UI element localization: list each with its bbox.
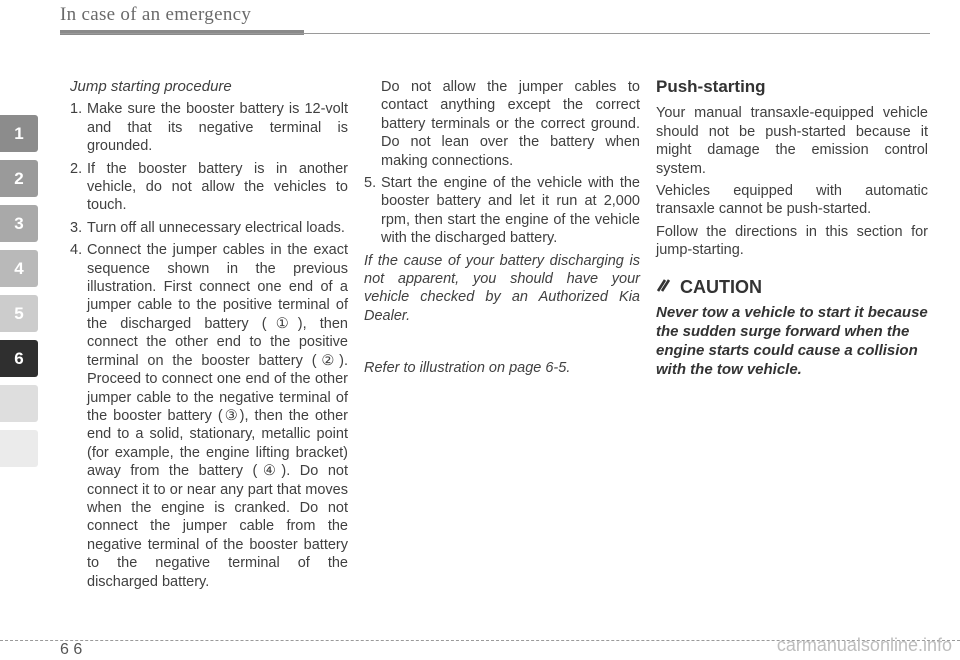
- column-middle: [364, 78, 640, 382]
- step-text: Start the engine of the vehicle with the booster battery and let it run at 2,000 rpm, then start the engine of the vehicle with the discharged battery.: [381, 175, 640, 247]
- chapter-tab-1[interactable]: 1: [0, 115, 38, 152]
- chapter-tab-7[interactable]: [0, 385, 38, 422]
- step-item: [70, 160, 348, 215]
- procedure-steps: [70, 100, 348, 591]
- chapter-tab-4[interactable]: 4: [0, 250, 38, 287]
- step-number: 4.: [70, 242, 83, 259]
- chapter-tabs: [0, 115, 38, 475]
- step-item: [70, 219, 348, 237]
- caution-heading: [656, 278, 928, 297]
- chapter-tab-2[interactable]: 2: [0, 160, 38, 197]
- step-text: Turn off all unnecessary electrical loads.: [87, 219, 345, 236]
- caution-text: Never tow a vehicle to start it because the sudden surge forward when the engine starts could cause a collision with the tow vehicle.: [656, 304, 928, 379]
- column-left: [70, 78, 348, 595]
- procedure-steps-cont: [364, 174, 640, 248]
- dealer-note: If the cause of your battery discharging is not apparent, you should have your vehicle checked by an Authorized Kia Dealer.: [364, 252, 640, 324]
- paragraph: Vehicles equipped with automatic transaxle cannot be push-started.: [656, 183, 928, 218]
- watermark: carmanualsonline.info: [776, 635, 952, 655]
- chapter-tab-6-active[interactable]: 6: [0, 340, 38, 377]
- caution-icon: [656, 278, 672, 297]
- step-text: Make sure the booster battery is 12-volt and that its negative terminal is grounded.: [87, 101, 348, 155]
- column-right: [656, 78, 928, 379]
- chapter-tab-5[interactable]: 5: [0, 295, 38, 332]
- section-heading-push-starting: Push-starting: [656, 77, 766, 96]
- header-rule: [60, 33, 930, 34]
- caution-title: CAUTION: [680, 277, 762, 298]
- step-item: [364, 174, 640, 248]
- page-header-title: In case of an emergency: [60, 4, 252, 25]
- step-text: If the booster battery is in another vehicle, do not allow the vehicles to touch.: [87, 160, 348, 214]
- page-number: 6 6: [60, 641, 83, 658]
- illustration-reference: Refer to illustration on page 6-5.: [364, 360, 571, 377]
- chapter-tab-3[interactable]: 3: [0, 205, 38, 242]
- step-item: [70, 241, 348, 591]
- step-number: 5.: [364, 175, 377, 192]
- paragraph: Follow the directions in this section for jump-starting.: [656, 223, 928, 259]
- paragraph: Your manual transaxle-equipped vehicle should not be push-started because it might damage the emission control system.: [656, 105, 928, 177]
- step-text: Connect the jumper cables in the exact sequence shown in the previous illustration. First connect one end of a jumper cable to the positive terminal of the discharged battery (①), then connect the other end to the positive terminal on the booster battery (②). Proceed to connect one end of the other jumper cable to the negative terminal of the booster battery (③), then the other end to a solid, stationary, metallic point (for example, the engine lifting bracket) away from the battery (④). Do not connect it to or near any part that moves when the engine is cranked. Do not connect the jumper cable from the negative terminal of the booster battery to the negative terminal of the discharged battery.: [87, 242, 348, 590]
- step-number: 2.: [70, 160, 83, 177]
- step-continued-text: Do not allow the jumper cables to contact anything except the correct battery terminals or the correct ground. Do not lean over the battery when making connections.: [381, 79, 640, 169]
- section-subheading: Jump starting procedure: [70, 78, 232, 95]
- step-item: [70, 100, 348, 155]
- step-number: 1.: [70, 101, 83, 118]
- step-number: 3.: [70, 219, 83, 236]
- chapter-tab-8[interactable]: [0, 430, 38, 467]
